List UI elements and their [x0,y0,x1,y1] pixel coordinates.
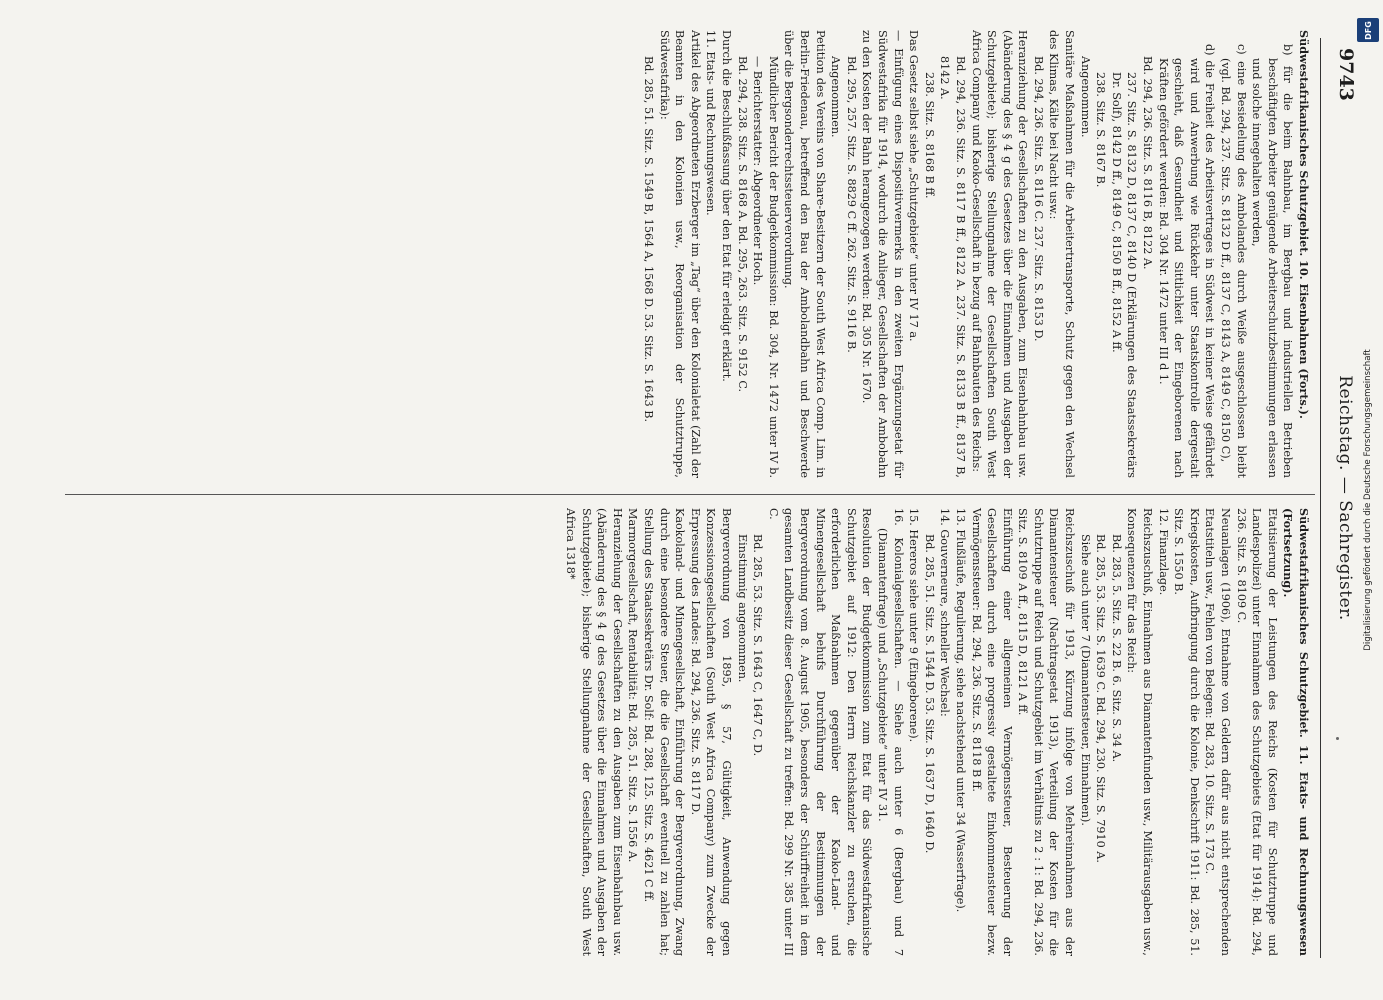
left-column-entry: Südwestafrikanisches Schutzgebiet. 10. Eisenbahnen (Forts.). [1297,30,1311,419]
right-column-entry: Heranziehung der Gesellschaften zu den Ausgaben zum Eisenbahnbau usw. (Abänderung des § 4 g des Gesetzes über die Einnahmen und Ausgaben der Schutzgebiete); bisherige Stellungnahme der Gesellschaften, South West Africa 1318* [564,508,624,956]
left-column-entry: Bd. 294, 236. Sitz. S. 8116 C. 237. Sitz. S. 8153 D. [1031,56,1045,342]
right-column-entry: Kriegskosten, Aufbringung durch die Kolonie, Denkschrift 1911: Bd. 285, 51. Sitz. S. 1550 B. [1172,508,1201,956]
left-column-entry: 238. Sitz. S. 8167 B. [1094,72,1108,188]
left-column-entry: 11. Etats- und Rechnungswesen. [704,30,718,216]
header-rule [1320,38,1321,958]
left-column-entry: b) für die beim Bahnbau, im Bergbau und industriellen Betrieben beschäftigten Arbeiter genügende Arbeiterschutzbestimmungen erlassen und solche innegehalten werden, [1250,44,1295,478]
left-column-entry: Petition des Vereins von Share-Besitzern der South West Africa Comp. Lim. in Berlin-Friedenau, betreffend den Bau der Ambolandbahn und Beschwerde über die Bergsonderrechtssteuerverordnung. [782,30,827,478]
right-column-entry: Marmorgesellschaft, Rentabilität: Bd. 285, 51. Sitz. S. 1556 A. [626,508,640,863]
left-column-entry: Sanitäre Maßnahmen für die Arbeitertransporte, Schutz gegen den Wechsel des Klimas, Kälte bei Nacht usw.: [1047,30,1077,478]
left-column-entry: Angenommen. [829,56,843,138]
left-column-entry: Mündlicher Bericht der Budgetkommission: Bd. 304, Nr. 1472 unter IV b. — Berichterstatter: Abgeordneter Hoch. [751,56,780,478]
left-column-entry: Artikel des Abgeordneten Erzberger im „Tag“ über den Kolonialetat (Zahl der Beamten in den Kolonien usw., Reorganisation der Schutztruppe, Südwestafrika): [657,30,702,478]
column-divider [65,494,1315,495]
right-column-entry: 15. Hereros siehe unter 9 (Eingeborene). [907,508,921,743]
right-column-entry: Reichszuschuß, Einnahmen aus Diamantenfunden usw., Militärausgaben usw., Konsequenzen für das Reich: [1125,508,1155,956]
left-column-entry: Bd. 295, 257. Sitz. S. 8829 C ff. 262. Sitz. S. 9116 B. [844,56,858,353]
left-column-entry: 238. Sitz. S. 8168 B ff. [922,72,936,199]
right-column-entry: 16. Kolonialgesellschaften. — Siehe auch unter 6 (Bergbau) und 7 (Diamantenfrage) und „Schutzgebiete“ unter IV 31. [875,508,905,956]
left-column-entry: Durch die Beschlußfassung über den Etat für erledigt erklärt. [720,30,734,382]
left-column-entry: 237. Sitz. S. 8132 D, 8137 C, 8140 D (Erklärungen des Staatssekretärs Dr. Solf), 8142 D ff., 8149 C, 8150 B ff., 8152 A ff. [1109,72,1139,478]
left-column-entry: Bd. 285, 51. Sitz. S. 1549 B, 1564 A, 1568 D. 53. Sitz. S. 1643 B. [642,56,656,422]
right-column-entry: Bd. 285, 51. Sitz. S. 1544 D. 53. Sitz. S. 1637 D, 1640 D. [922,534,936,854]
right-column-entry: Resolution der Budgetkommission zum Etat für das Südwestafrikanische Schutzgebiet auf 1912: Den Herrn Reichskanzler zu ersuchen, die erforderlichen Maßnahmen gegenüber der Kaoko-Land- und Minengesellschaft behufs Durchführung der Bestimmungen der Bergverordnung vom 8. August 1905, besonders der Schürffreiheit in dem gesamten Landbesitz dieser Gesellschaft zu treffen: Bd. 299 Nr. 385 unter III C. [766,508,874,956]
right-column-entry: Südwestafrikanisches Schutzgebiet. 11. Etats- und Rechnungswesen (Fortsetzung). [1281,508,1311,956]
right-column-entry: Reichszuschuß für 1913, Kürzung infolge von Mehreinnahmen aus der Diamantensteuer (Nachtragsetat 1913), Verteilung der Kosten für die Schutztruppe auf Reich und Schutzgebiet im Verhältnis zu 2 : 1: Bd. 294, 236. Sitz. S. 8109 A ff., 8115 D, 8121 A ff. [1016,508,1077,956]
margin-strip [1353,12,1383,988]
left-column [640,30,1311,478]
page-number: 9743 [1335,48,1357,101]
left-column-entry: c) eine Besiedelung des Ambolandes durch Weiße ausgeschlossen bleibt (vgl. Bd. 294, 237. Sitz. S. 8132 D ff., 8137 C, 8143 A, 8149 C, 8150 C), [1219,44,1248,478]
running-title: Reichstag. — Sachregister. [1335,375,1355,621]
dfg-logo: DFG [1357,18,1379,42]
left-column-entry: Bd. 294, 236. Sitz. S. 8116 B, 8122 A. [1141,56,1155,270]
right-column-entry: Neuanlagen (1906), Entnahme von Geldern dafür aus nicht entsprechenden Etatstiteln usw., Fehlen von Belegen: Bd. 283, 10. Sitz. S. 173 C. [1203,508,1233,956]
left-column-entry: Heranziehung der Gesellschaften zu den Ausgaben, zum Eisenbahnbau usw. (Abänderung des § 4 g des Gesetzes über die Einnahmen und Ausgaben der Schutzgebiete); bisherige Stellungnahme der Gesellschaften South West Africa Company und Kaoko-Gesellschaft in bezug auf Bahnbauten des Reichs: [969,30,1030,478]
left-column-entry: Bd. 294, 236. Sitz. S. 8117 B ff., 8122 A. 237. Sitz. S. 8133 B ff., 8137 B, 8142 A. [938,56,967,478]
right-column [563,508,1312,956]
right-column-entry: 13. Flußläufe, Regulierung, siehe nachstehend unter 34 (Wasserfrage). [953,508,967,913]
right-column-entry: Bd. 285, 53. Sitz. S. 1639 C. Bd. 294, 230. Sitz. S. 7910 A. [1094,534,1108,863]
right-column-entry: 14. Gouverneure, schneller Wechsel: [938,508,952,717]
right-column-entry: Einstimmig angenommen. [735,534,749,683]
right-column-entry: Bergverordnung von 1895, § 57, Gültigkeit, Anwendung gegen Konzessionsgesellschaften (South West Africa Company) zum Zwecke der Erpressung des Landes: Bd. 294, 236. Sitz. S. 8117 D. [688,508,734,956]
right-column-entry: 12. Finanzlage. [1156,508,1170,596]
left-column-entry: Das Gesetz selbst siehe „Schutzgebiete“ unter IV 17 a. [907,30,921,342]
right-column-entry: Bd. 285, 53. Sitz. S. 1643 C, 1647 C, D. [751,534,765,757]
left-column-entry: d) die Freiheit des Arbeitsvertrages in Südwest in keiner Weise gefährdet wird und Anwerbung wie Rückkehr unter Staatskontrolle dergestalt geschieht, daß Gesundheit und Sittlichkeit der Eingeborenen nach Kräften gefördert werden: Bd. 304 Nr. 1472 unter III d 1. [1156,44,1217,478]
left-column-entry: — Einfügung eines Dispositivvermerks in den zweiten Ergänzungsetat für Südwestafrika für 1914, wodurch die Anlieger, Gesellschaften der Ambobahn zu den Kosten der Bahn herangezogen werden: Bd. 305 Nr. 1670. [860,30,905,478]
right-column-entry: Etatisierung der Leistungen des Reichs (Kosten für Schutztruppe und Landespolizei) unter Einnahmen des Schutzgebiets (Etat für 1914): Bd. 294, 236. Sitz. S. 8109 C. [1234,508,1279,956]
digitization-note: Digitalisierung gefördert durch die Deutsche Forschungsgemeinschaft [1363,349,1373,651]
right-column-entry: Einführung einer allgemeinen Vermögenssteuer, Besteuerung der Gesellschaften durch eine progressiv gestaltete Einkommensteuer bezw. Vermögenssteuer: Bd. 294, 236. Sitz. S. 8118 B ff. [969,508,1014,956]
right-column-entry: Bd. 283, 5. Sitz. S. 22 B. 6. Sitz. S. 34 A. [1109,534,1123,763]
left-column-entry: Angenommen. [1078,56,1092,138]
page-dot-mark [1336,737,1339,740]
left-column-entry: Bd. 294, 238. Sitz. S. 8168 A. Bd. 295, 263. Sitz. S. 9152 C. [735,56,749,393]
right-column-entry: Kaokoland- und Minengesellschaft, Einführung der Bergverordnung, Zwang durch eine besondere Steuer, die die Gesellschaft eventuell zu zahlen hat; Stellung des Staatssekretärs Dr. Solf: Bd. 288, 125. Sitz. S. 4621 C ff. [642,508,687,956]
right-column-entry: Siehe auch unter 7 (Diamantensteuer, Einnahmen). [1078,534,1092,826]
